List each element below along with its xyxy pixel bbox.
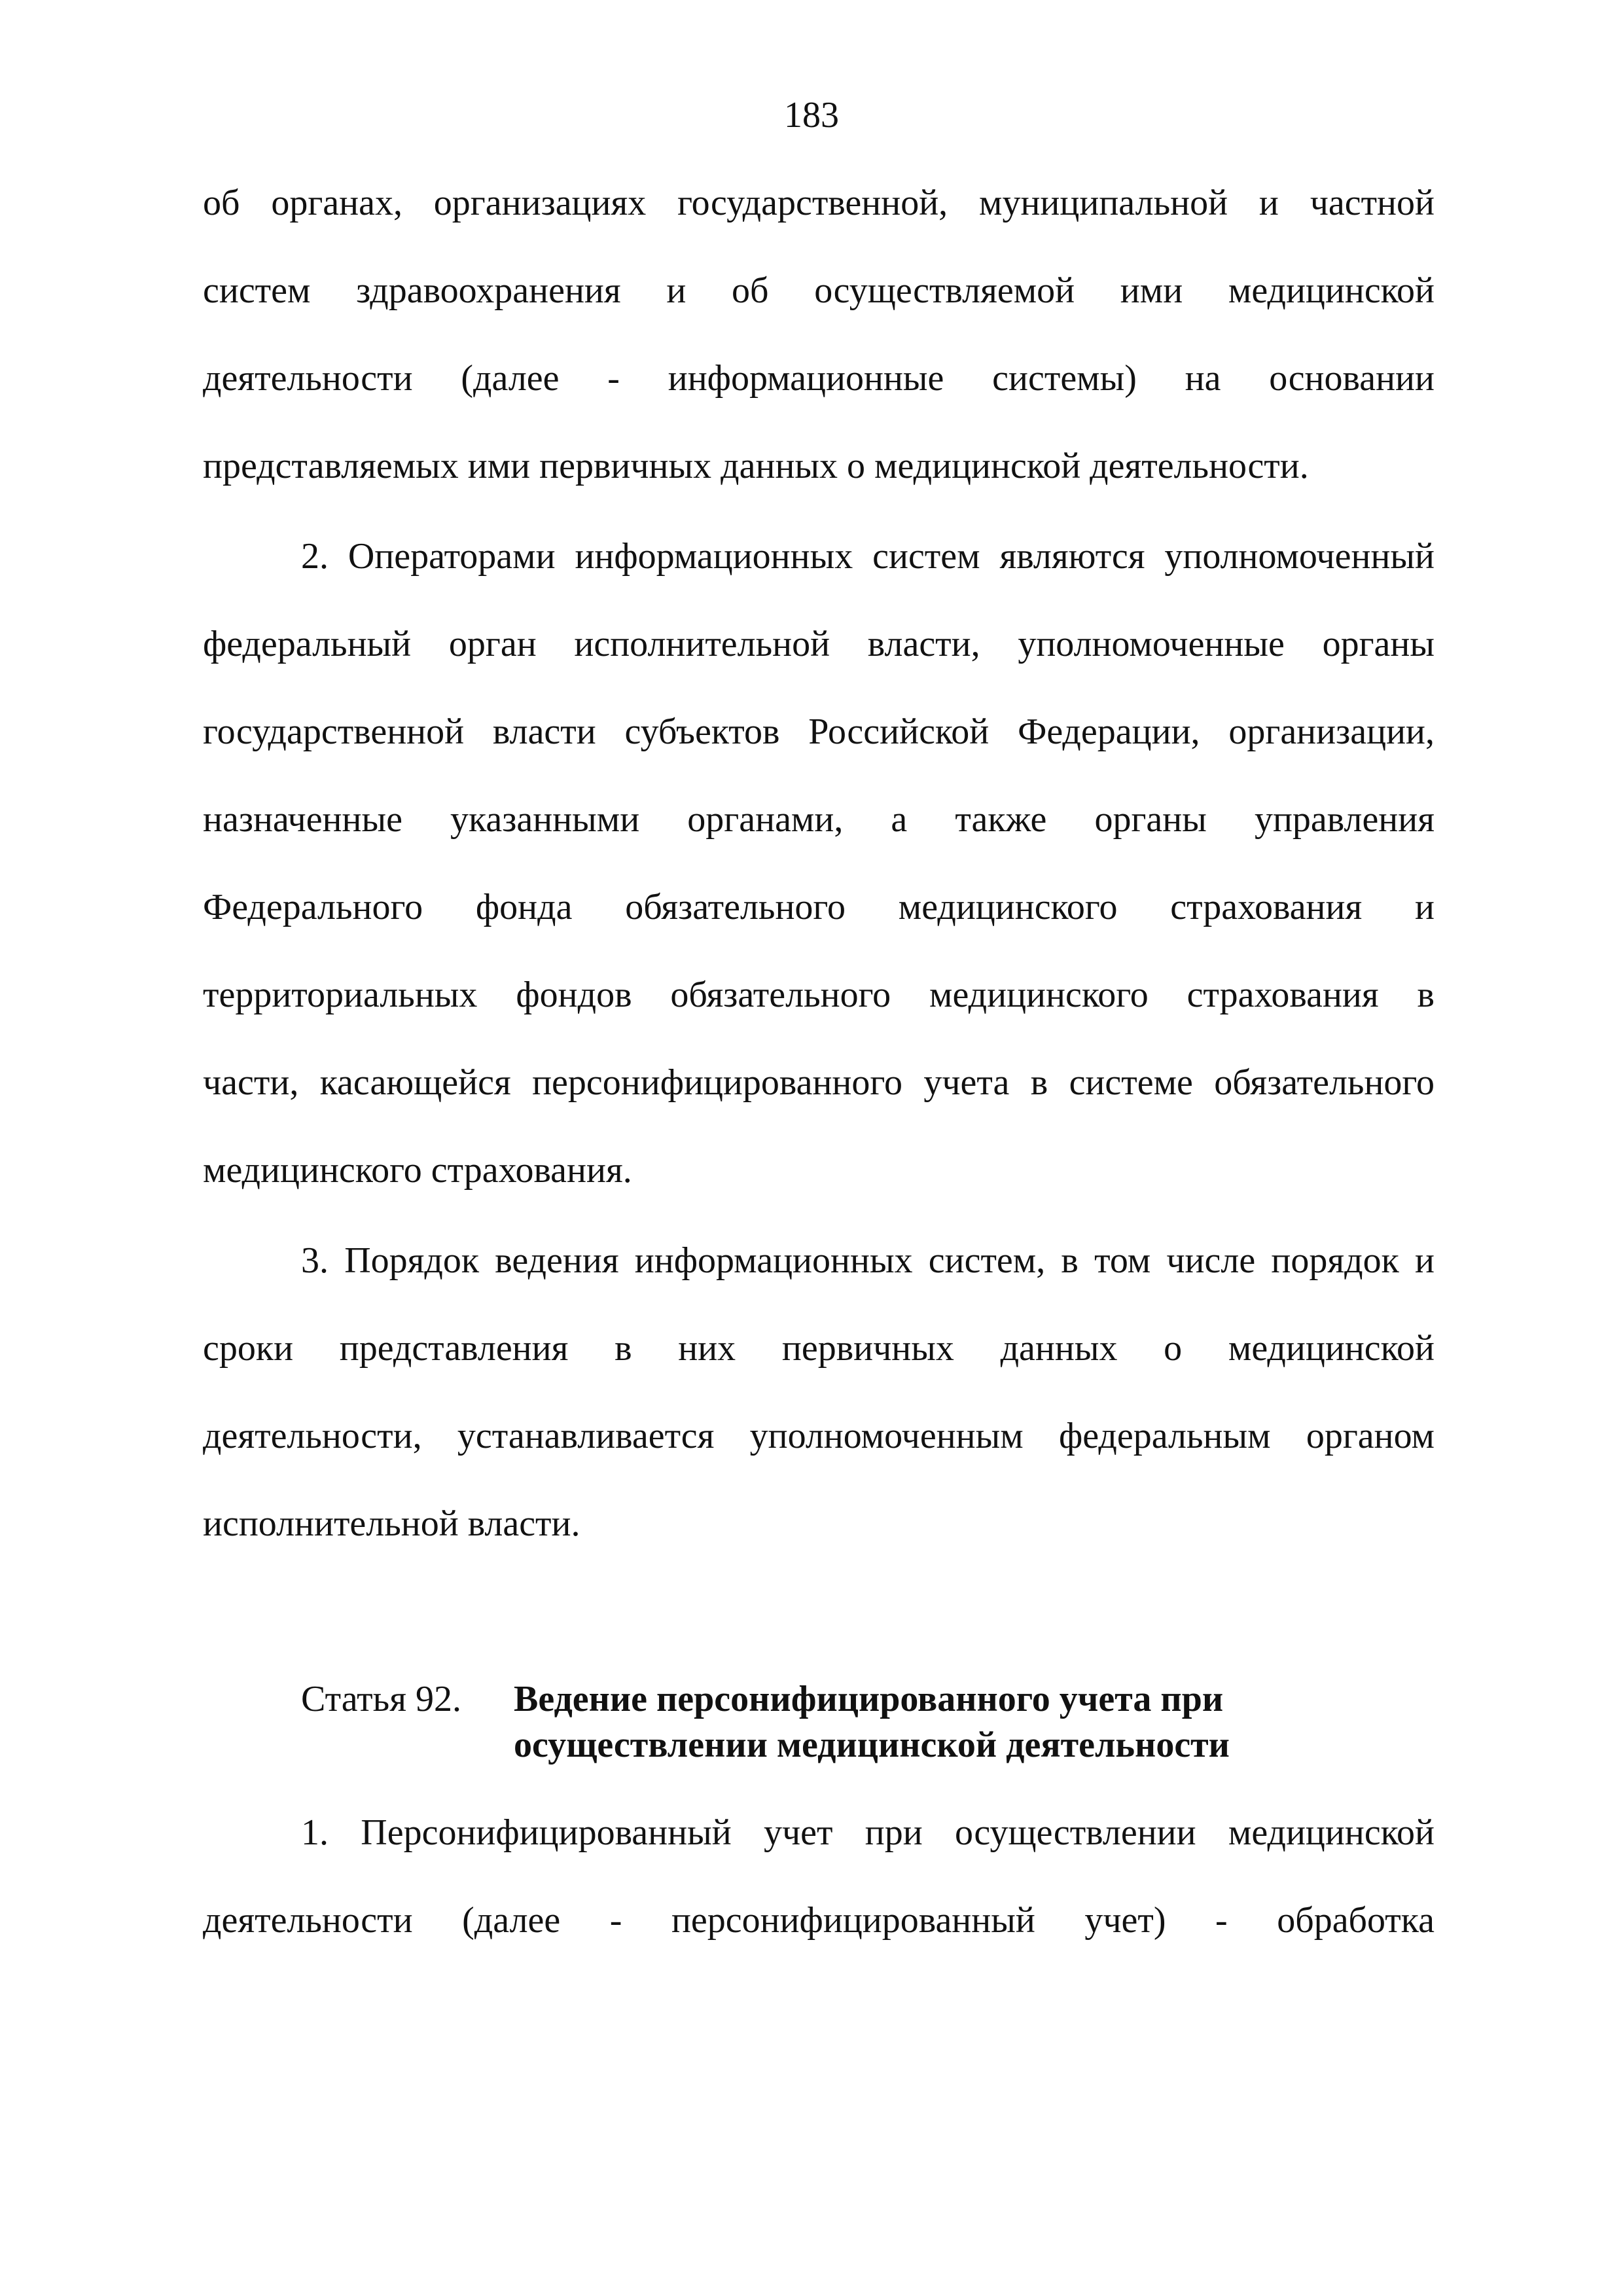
text-line: федеральный орган исполнительной власти, уполномоченные органы	[203, 624, 1435, 664]
paragraph-3	[203, 1234, 1435, 1544]
text-line: территориальных фондов обязательного медицинского страхования в	[203, 975, 1435, 1015]
text-line: систем здравоохранения и об осуществляемой ими медицинской	[203, 270, 1435, 311]
text-line: деятельности (далее - информационные системы) на основании	[203, 358, 1435, 399]
text-line: деятельности, устанавливается уполномоченным федеральным органом	[203, 1416, 1435, 1456]
text-line: назначенные указанными органами, а также органы управления	[203, 799, 1435, 840]
text-line: медицинского страхования.	[203, 1150, 632, 1191]
text-line: деятельности (далее - персонифицированный учет) - обработка	[203, 1900, 1435, 1941]
text-line: 3. Порядок ведения информационных систем, в том числе порядок и	[301, 1240, 1435, 1281]
text-line: сроки представления в них первичных данных о медицинской	[203, 1328, 1435, 1369]
page-number: 183	[784, 95, 839, 135]
text-line: 1. Персонифицированный учет при осуществлении медицинской	[301, 1812, 1435, 1853]
paragraph-2	[203, 530, 1435, 1198]
text-line: об органах, организациях государственной, муниципальной и частной	[203, 183, 1435, 223]
text-line: исполнительной власти.	[203, 1503, 580, 1544]
article-number: Статья 92.	[301, 1679, 461, 1719]
article-title-line: осуществлении медицинской деятельности	[514, 1725, 1230, 1765]
text-line: Федерального фонда обязательного медицинского страхования и	[203, 887, 1435, 927]
article-title-line: Ведение персонифицированного учета при	[514, 1679, 1224, 1719]
text-line: государственной власти субъектов Российской Федерации, организации,	[203, 711, 1435, 752]
text-line: представляемых ими первичных данных о медицинской деятельности.	[203, 446, 1309, 486]
paragraph-continuation	[203, 177, 1435, 486]
text-line: части, касающейся персонифицированного учета в системе обязательного	[203, 1062, 1435, 1103]
text-line: 2. Операторами информационных систем являются уполномоченный	[301, 536, 1435, 577]
article-paragraph-1	[203, 1806, 1435, 1950]
article-heading	[203, 1676, 1435, 1774]
